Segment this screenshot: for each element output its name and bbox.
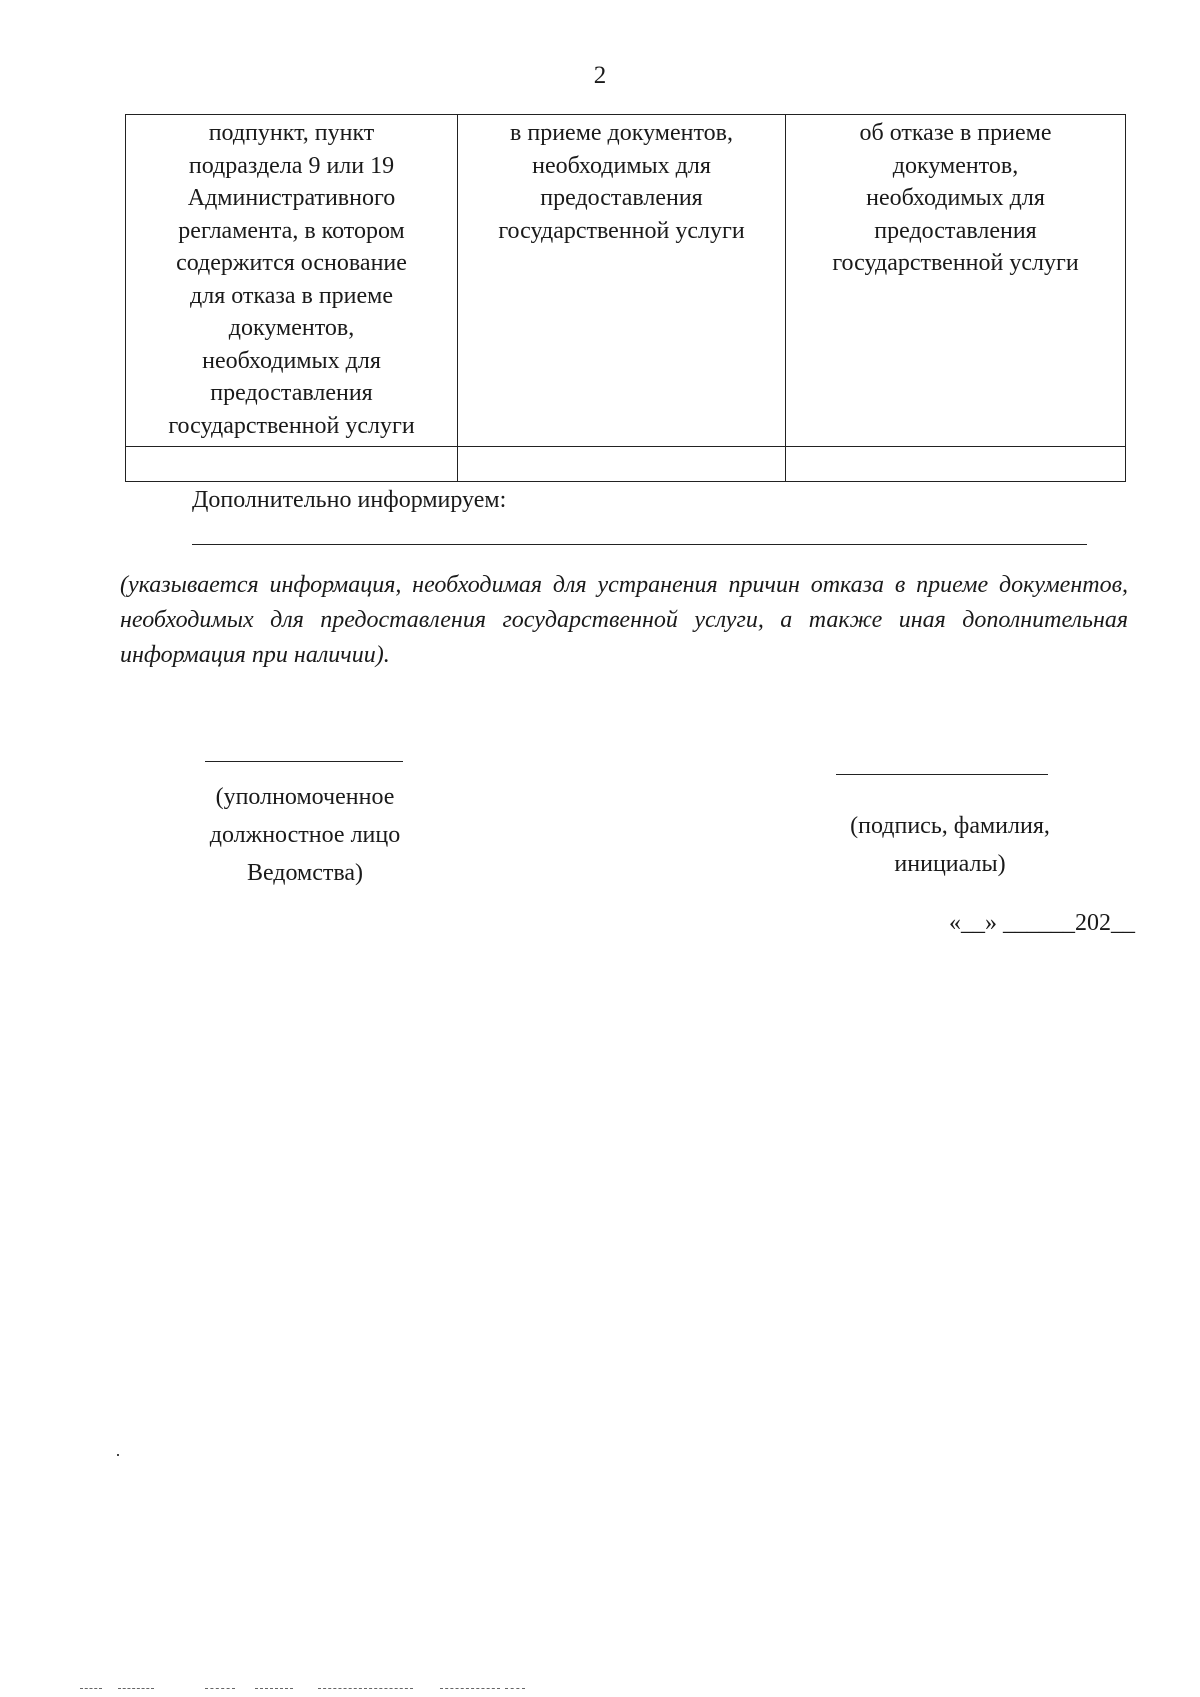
additional-info-note: (указывается информация, необходимая для устранения причин отказа в приеме документов, необходимых для предоставления государственной услуги, а также иная дополнительная информация при наличии). [120,572,1128,668]
scan-edge-artifact [255,1688,293,1689]
refusal-reasons-table [125,114,1126,482]
cell-text: в приеме документов, необходимых для предоставления государственной услуги [498,120,745,244]
table-row [126,115,1126,447]
table-cell[interactable] [458,447,786,482]
cell-text: подпункт, пункт подраздела 9 или 19 Административного регламента, в котором содержится основание для отказа в приеме документов, необходимых для предоставления государственной услуги [168,120,415,439]
signature-caption: (подпись, фамилия, инициалы) [850,813,1050,877]
scan-edge-artifact [318,1688,413,1689]
additional-info-heading: Дополнительно информируем: [192,487,507,513]
date-field: «__» ______202__ [949,910,1135,936]
official-caption: (уполномоченное должностное лицо Ведомства) [209,784,401,886]
cell-text: об отказе в приеме документов, необходимых для предоставления государственной услуги [832,120,1079,276]
official-signature-line[interactable] [205,761,403,762]
scan-edge-artifact [505,1688,525,1689]
scan-edge-artifact [80,1688,102,1689]
scan-edge-artifact [440,1688,500,1689]
additional-info-blank-line[interactable] [192,544,1087,545]
table-cell-refusal-explanation [786,115,1126,447]
table-cell-refusal-reason [458,115,786,447]
page-number: 2 [593,62,607,89]
scan-edge-artifact [205,1688,235,1689]
table-cell[interactable] [786,447,1126,482]
table-cell[interactable] [126,447,458,482]
scan-edge-artifact [118,1688,154,1689]
table-row-empty [126,447,1126,482]
scan-speck [117,1454,119,1456]
table-cell-legal-basis [126,115,458,447]
signature-name-line[interactable] [836,774,1048,775]
